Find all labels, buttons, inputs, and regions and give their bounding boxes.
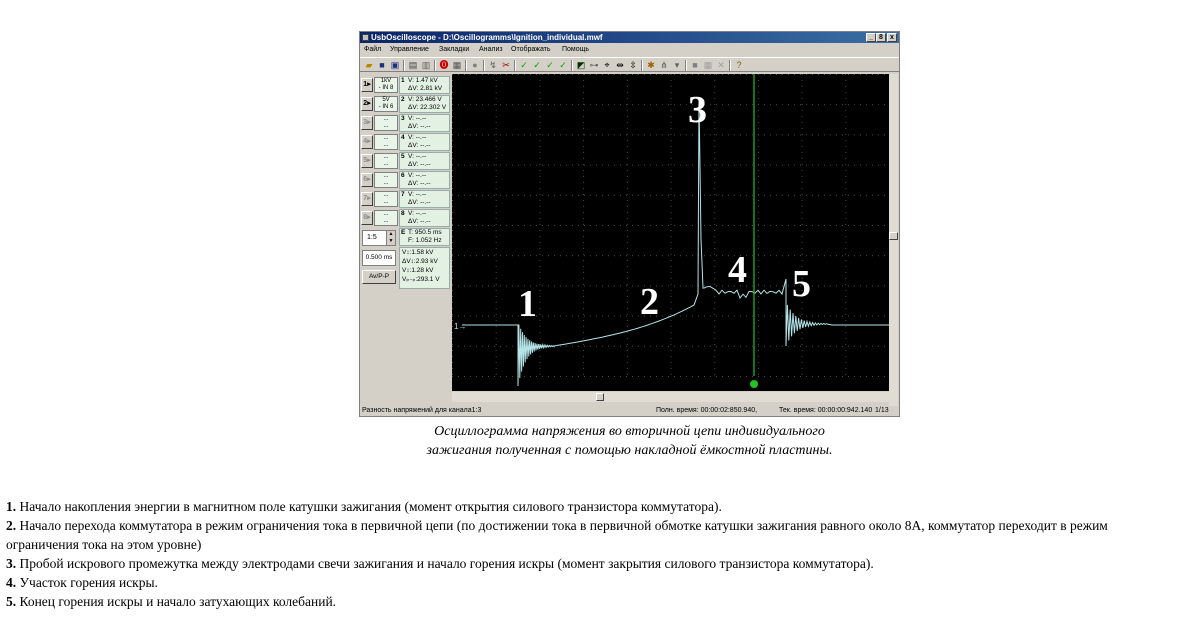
channel-7-button[interactable]: 7▸ [361, 192, 373, 206]
square-icon[interactable]: ■ [692, 60, 698, 70]
channel-5-button[interactable]: 5▸ [361, 154, 373, 168]
channel-6-button[interactable]: 6▸ [361, 173, 373, 187]
close-button[interactable]: x [887, 33, 897, 42]
measure-v-icon[interactable]: ⇳ [629, 60, 637, 70]
caption-line-2: зажигания полученная с помощью накладной ёмкостной пластины. [426, 443, 833, 458]
channel-row [360, 171, 452, 189]
color-fill-icon[interactable]: ◩ [576, 60, 586, 70]
grid-icon[interactable]: ▦ [703, 60, 713, 70]
channel-2-readout: 2 V: 23.466 V ΔV: 22.302 V [399, 95, 450, 113]
note-item: 2. Начало перехода коммутатора в режим ограничения тока в первичной цепи (по достижении тока в первичной обмотке катушки зажигания равного около 8А, коммутатор переходит в режим ограничения тока на этом уровне) [6, 518, 1108, 552]
status-bar [360, 406, 899, 416]
channel-3-button[interactable]: 3▸ [361, 116, 373, 130]
menu-bookmarks[interactable]: Закладки [439, 46, 470, 53]
channel-6-readout: 6 V: --.-- ΔV: --.-- [399, 171, 450, 189]
channel-4-range[interactable]: ... ... [374, 134, 398, 150]
record-icon[interactable]: ● [472, 60, 478, 70]
status-current-time: Тек. время: 00:00:00:942.140 [779, 407, 873, 414]
measurement-readout [399, 247, 450, 289]
note-item: 3. Пробой искрового промежутка между электродами свечи зажигания и начало горения искры (момент закрытия силового транзистора коммутатора). [6, 556, 874, 571]
channel-5-readout: 5 V: --.-- ΔV: --.-- [399, 152, 450, 170]
channel-2-range[interactable]: 5V - IN 6 [374, 96, 398, 112]
filter-icon[interactable]: ⋔ [660, 60, 668, 70]
app-icon [362, 34, 369, 41]
channel-1-trace [462, 98, 889, 386]
status-message: Разность напряжений для канала1:3 [362, 407, 482, 414]
channel-row [360, 152, 452, 170]
timing-readout: E T: 950.5 ms F: 1.052 Hz [399, 228, 450, 246]
menu-control[interactable]: Управление [390, 46, 429, 53]
channel-5-range[interactable]: ... ... [374, 153, 398, 169]
av-pp-button[interactable]: Av/P-P [362, 270, 396, 284]
channel-7-range[interactable]: ... ... [374, 191, 398, 207]
channel-row [360, 76, 452, 94]
open-folder-icon[interactable]: ▰ [365, 60, 373, 70]
check-3-icon[interactable]: ✓ [546, 60, 554, 70]
print-icon[interactable]: ▤ [408, 60, 418, 70]
cursor-icon[interactable]: ⌖ [604, 60, 610, 70]
channels-icon[interactable]: ▦ [452, 60, 462, 70]
save-as-icon[interactable]: ▣ [390, 60, 400, 70]
measure-h-icon[interactable]: ⇹ [616, 60, 624, 70]
channel-1-readout: 1 V: 1.47 kV ΔV: 2.81 kV [399, 76, 450, 94]
status-page: 1/13 [875, 407, 889, 414]
channel-row [360, 133, 452, 151]
oscilloscope-window [359, 31, 900, 417]
channel-2-button[interactable]: 2▸ [361, 97, 373, 111]
check-1-icon[interactable]: ✓ [520, 60, 528, 70]
status-full-time: Полн. время: 00:00:02:850.940, [656, 407, 758, 414]
notes-list [6, 497, 1181, 611]
channel-panel [360, 74, 452, 406]
measure-line: V↕:1.58 kV [402, 249, 434, 256]
note-item: 1. Начало накопления энергии в магнитном поле катушки зажигания (момент открытия силового транзистора коммутатора). [6, 499, 722, 514]
measure-line: V↕:1.28 kV [402, 267, 434, 274]
save-icon[interactable]: ■ [379, 60, 385, 70]
channel-row [360, 114, 452, 132]
label-4: 4 [728, 249, 747, 291]
time-per-div-field[interactable]: 0.500 ms [362, 250, 396, 266]
settings-icon[interactable]: ✱ [647, 60, 655, 70]
horizontal-scrollbar[interactable] [452, 392, 889, 402]
link-icon[interactable]: ⊶ [589, 60, 599, 70]
channel-4-readout: 4 V: --.-- ΔV: --.-- [399, 133, 450, 151]
maximize-button[interactable]: 8 [876, 33, 886, 42]
channel-6-range[interactable]: ... ... [374, 172, 398, 188]
vscroll-thumb[interactable] [889, 232, 898, 240]
hscroll-thumb[interactable] [596, 393, 604, 401]
label-1: 1 [518, 283, 537, 325]
check-4-icon[interactable]: ✓ [559, 60, 567, 70]
channel-row [360, 95, 452, 113]
trash-icon[interactable]: ▾ [674, 60, 680, 70]
zoom-icon[interactable]: ↯ [489, 60, 497, 70]
menu-analysis[interactable]: Анализ [479, 46, 503, 53]
caption-line-1: Осциллограмма напряжения во вторичной цепи индивидуального [434, 424, 825, 439]
minimize-button[interactable]: _ [866, 33, 876, 42]
cursor-handle[interactable] [750, 380, 758, 388]
channel-8-button[interactable]: 8▸ [361, 211, 373, 225]
channel-1-marker: 1→ [454, 322, 467, 331]
window-title: UsbOscilloscope - D:\Oscillogramms\Ignition_individual.mwf [371, 33, 603, 42]
channel-row [360, 209, 452, 227]
channel-3-readout: 3 V: --.-- ΔV: --.-- [399, 114, 450, 132]
label-2: 2 [640, 281, 659, 323]
cut-icon[interactable]: ✂ [502, 60, 510, 70]
channel-4-button[interactable]: 4▸ [361, 135, 373, 149]
label-3: 3 [688, 89, 707, 131]
channel-1-button[interactable]: 1▸ [361, 78, 373, 92]
menu-help[interactable]: Помощь [562, 46, 590, 53]
channel-3-range[interactable]: ... ... [374, 115, 398, 131]
channel-7-readout: 7 V: --.-- ΔV: --.-- [399, 190, 450, 208]
spin-arrows-icon[interactable]: ▲ ▼ [386, 231, 395, 245]
stop-icon[interactable]: ⓿ [439, 60, 449, 70]
oscilloscope-screen[interactable] [452, 74, 889, 391]
title-bar [360, 32, 899, 43]
vertical-scrollbar[interactable] [889, 74, 898, 406]
channel-1-range[interactable]: 1kV - IN 8 [374, 77, 398, 93]
measure-line: ΔV↕:2.93 kV [402, 258, 438, 265]
close-x-icon[interactable]: ✕ [717, 60, 725, 70]
note-item: 4. Участок горения искры. [6, 575, 158, 590]
channel-row [360, 190, 452, 208]
measure-line: Vₚ₋ₚ:293.1 V [402, 276, 440, 283]
preview-icon[interactable]: ▥ [421, 60, 431, 70]
menu-display[interactable]: Отображать [511, 46, 551, 53]
scale-spinner[interactable]: 1:5 ▲ ▼ [362, 230, 396, 246]
menu-bar [360, 44, 899, 55]
channel-8-range[interactable]: ... ... [374, 210, 398, 226]
label-5: 5 [792, 263, 811, 305]
menu-file[interactable]: Файл [364, 46, 382, 53]
toolbar [360, 57, 899, 72]
check-2-icon[interactable]: ✓ [533, 60, 541, 70]
waveform-plot[interactable] [452, 74, 889, 391]
figure-caption [359, 422, 900, 460]
note-item: 5. Конец горения искры и начало затухающих колебаний. [6, 594, 337, 609]
help-icon[interactable]: ? [736, 60, 742, 70]
channel-8-readout: 8 V: --.-- ΔV: --.-- [399, 209, 450, 227]
